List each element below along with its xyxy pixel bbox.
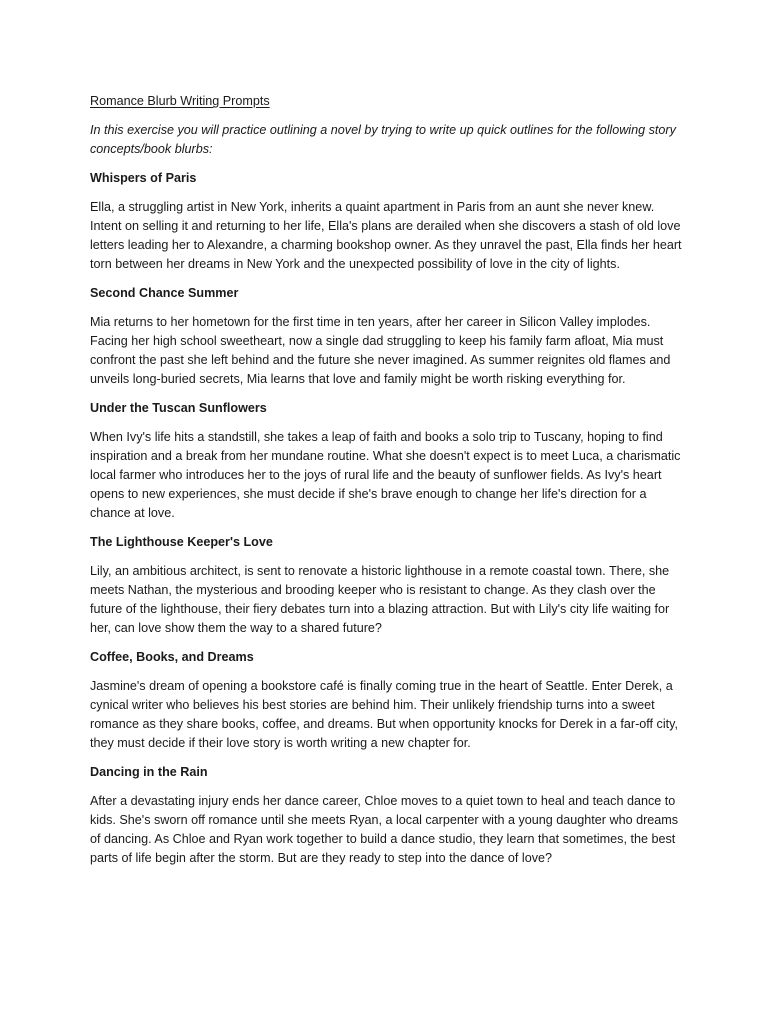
- blurb-heading: Dancing in the Rain: [90, 765, 208, 779]
- document-page: [90, 92, 682, 878]
- blurb-whispers-of-paris: [90, 169, 682, 274]
- blurb-body: After a devastating injury ends her dance career, Chloe moves to a quiet town to heal and teach dance to kids. She's sworn off romance until she meets Ryan, a local carpenter with a young daughter who dreams of dancing. As Chloe and Ryan work together to build a dance studio, they learn that sometimes, the best parts of life begin after the storm. But are they ready to step into the dance of love?: [90, 794, 679, 865]
- blurb-body: When Ivy's life hits a standstill, she takes a leap of faith and books a solo trip to Tuscany, hoping to find inspiration and a break from her mundane routine. What she doesn't expect is to meet Luca, a charismatic local farmer who introduces her to the joys of rural life and the beauty of sunflower fields. As Ivy's heart opens to new experiences, she must decide if she's brave enough to change her life's direction for a chance at love.: [90, 430, 681, 520]
- blurb-the-lighthouse-keepers-love: [90, 533, 682, 638]
- document-title: Romance Blurb Writing Prompts: [90, 94, 270, 108]
- blurb-coffee-books-and-dreams: [90, 648, 682, 753]
- blurb-body: Ella, a struggling artist in New York, inherits a quaint apartment in Paris from an aunt she never knew. Intent on selling it and returning to her life, Ella's plans are derailed when she discovers a stash of old love letters leading her to Alexandre, a charming bookshop owner. As they unravel the past, Ella finds her heart torn between her dreams in New York and the unexpected possibility of love in the city of lights.: [90, 200, 682, 271]
- blurb-dancing-in-the-rain: [90, 763, 682, 868]
- blurb-second-chance-summer: [90, 284, 682, 389]
- blurb-body: Mia returns to her hometown for the first time in ten years, after her career in Silicon Valley implodes. Facing her high school sweetheart, now a single dad struggling to keep his family farm afloat, Mia must confront the past she left behind and the future she never imagined. As summer reignites old flames and unveils long-buried secrets, Mia learns that love and family might be worth risking everything for.: [90, 315, 671, 386]
- intro-paragraph: In this exercise you will practice outlining a novel by trying to write up quick outlines for the following story concepts/book blurbs:: [90, 123, 676, 156]
- blurb-heading: Whispers of Paris: [90, 171, 197, 185]
- blurb-body: Lily, an ambitious architect, is sent to renovate a historic lighthouse in a remote coastal town. There, she meets Nathan, the mysterious and brooding keeper who is resistant to change. As they clash over the future of the lighthouse, their fiery debates turn into a blazing attraction. But with Lily's city life waiting for her, can love show them the way to a shared future?: [90, 564, 670, 635]
- blurb-under-the-tuscan-sunflowers: [90, 399, 682, 523]
- blurb-body: Jasmine's dream of opening a bookstore café is finally coming true in the heart of Seattle. Enter Derek, a cynical writer who believes his best stories are behind him. Their unlikely friendship turns into a sweet romance as they share books, coffee, and dreams. But when opportunity knocks for Derek in a far-off city, they must decide if their love story is worth writing a new chapter for.: [90, 679, 679, 750]
- blurb-heading: The Lighthouse Keeper's Love: [90, 535, 273, 549]
- blurb-heading: Second Chance Summer: [90, 286, 239, 300]
- blurb-heading: Coffee, Books, and Dreams: [90, 650, 254, 664]
- blurb-heading: Under the Tuscan Sunflowers: [90, 401, 267, 415]
